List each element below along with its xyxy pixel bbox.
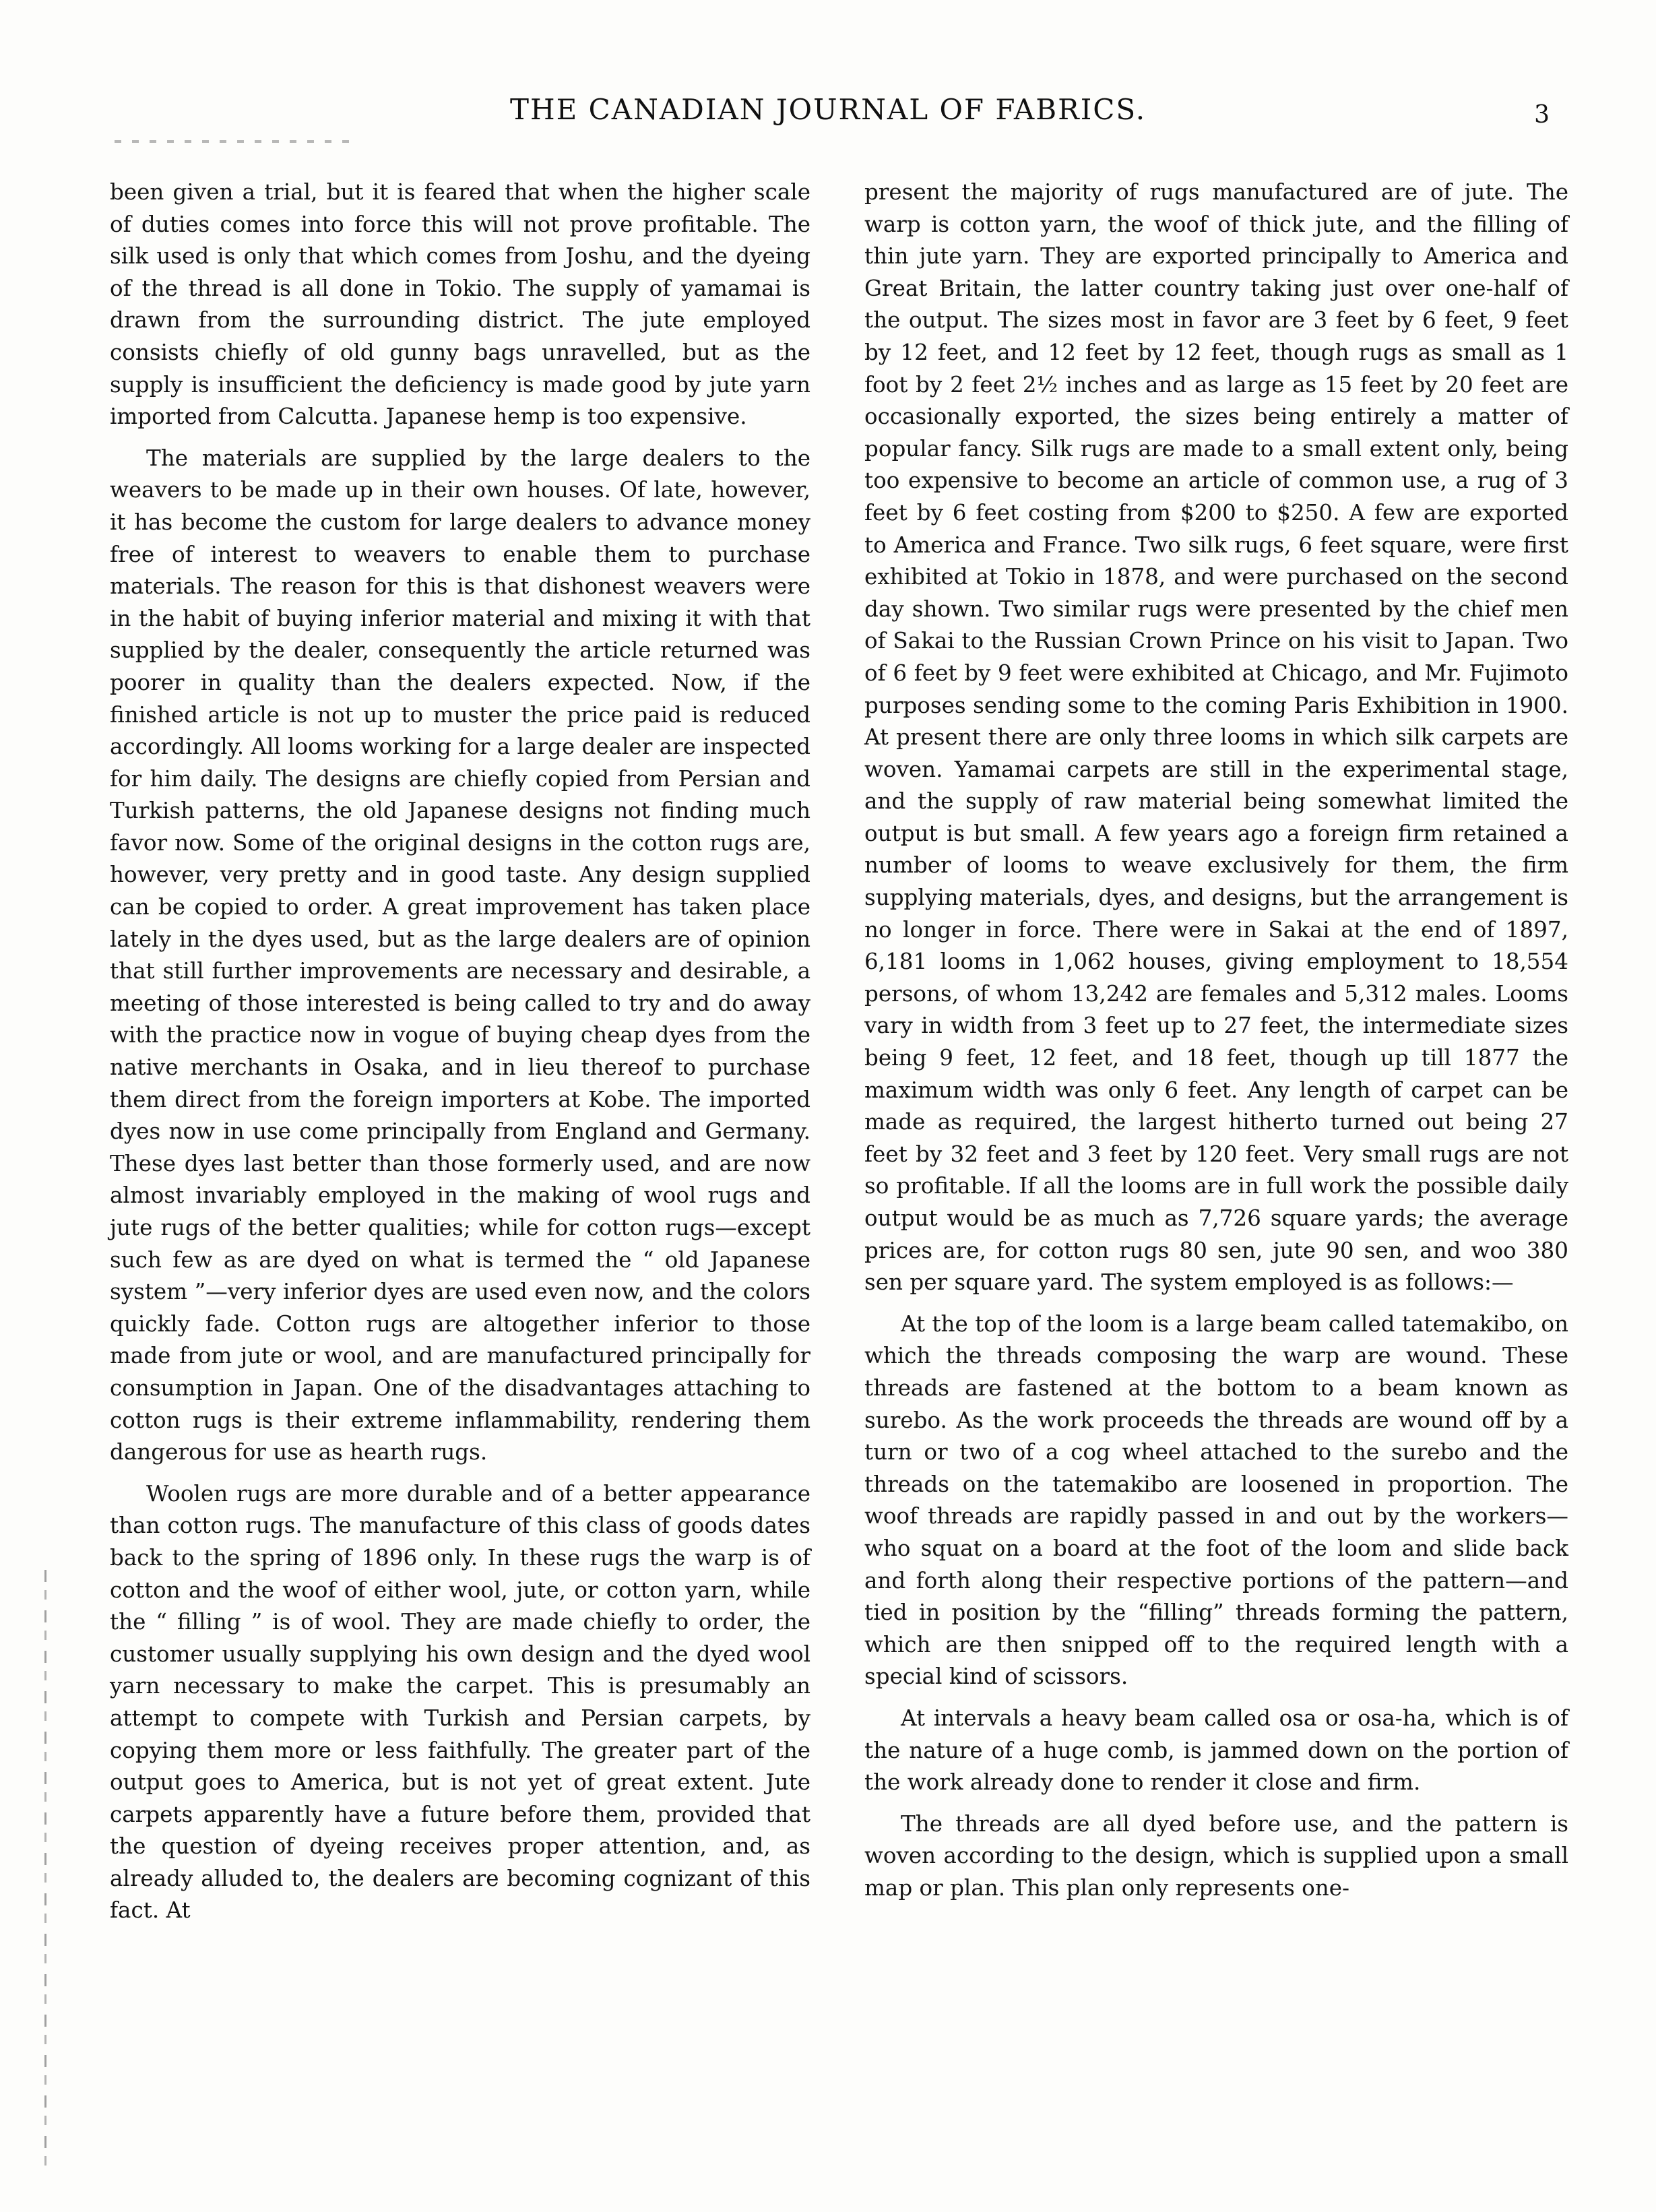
paragraph: present the majority of rugs manufactured are of jute. The warp is cotton yarn, the woof of thick jute, and the filling of thin jute yarn. They are exported principally to America and Great Britain, the latter country taking just over one-half of the output. The sizes most in favor are 3 feet by 6 feet, 9 feet by 12 feet, and 12 feet by 12 feet, though rugs as small as 1 foot by 2 feet 2½ inches and as large as 15 feet by 20 feet are occasionally exported, the sizes being entirely a matter of popular fancy. Silk rugs are made to a small extent only, being too expensive to become an article of common use, a rug of 3 feet by 6 feet costing from $200 to $250. A few are exported to America and France. Two silk rugs, 6 feet square, were first exhibited at Tokio in 1878, and were purchased on the second day shown. Two similar rugs were presented by the chief men of Sakai to the Russian Crown Prince on his visit to Japan. Two of 6 feet by 9 feet were exhibited at Chicago, and Mr. Fujimoto purposes sending some to the coming Paris Exhibition in 1900. At present there are only three looms in which silk carpets are woven. Yamamai carpets are still in the experimental stage, and the supply of raw material being somewhat limited the output is but small. A few years ago a foreign firm retained a number of looms to weave exclusively for them, the firm supplying materials, dyes, and designs, but the arrangement is no longer in force. There were in Sakai at the end of 1897, 6,181 looms in 1,062 houses, giving employment to 18,554 persons, of whom 13,242 are females and 5,312 males. Looms vary in width from 3 feet up to 27 feet, the intermediate sizes being 9 feet, 12 feet, and 18 feet, though up till 1877 the maximum width was only 6 feet. Any length of carpet can be made as required, the largest hitherto turned out being 27 feet by 32 feet and 3 feet by 120 feet. Very small rugs are not so profitable. If all the looms are in full work the possible daily output would be as much as 7,726 square yards; the average prices are, for cotton rugs 80 sen, jute 90 sen, and woo 380 sen per square yard. The system employed is as follows:— xyxy=(864,179,1568,1296)
paragraph: At intervals a heavy beam called osa or osa-ha, which is of the nature of a huge comb, is jammed down on the portion of the work already done to render it close and firm. xyxy=(864,1705,1568,1796)
paragraph: been given a trial, but it is feared that when the higher scale of duties comes into force this will not prove profitable. The silk used is only that which comes from Joshu, and the dyeing of the thread is all done in Tokio. The supply of yamamai is drawn from the surrounding district. The jute employed consists chiefly of old gunny bags unravelled, but as the supply is insufficient the deficiency is made good by jute yarn imported from Calcutta. Japanese hemp is too expensive. xyxy=(110,179,810,430)
paragraph: The materials are supplied by the large dealers to the weavers to be made up in their own houses. Of late, however, it has become the custom for large dealers to advance money free of interest to weavers to enable them to purchase materials. The reason for this is that dishonest weavers were in the habit of buying inferior material and mixing it with that supplied by the dealer, consequently the article returned was poorer in quality than the dealers expected. Now, if the finished article is not up to muster the price paid is reduced accordingly. All looms working for a large dealer are inspected for him daily. The designs are chiefly copied from Persian and Turkish patterns, the old Japanese designs not finding much favor now. Some of the original designs in the cotton rugs are, however, very pretty and in good taste. Any design supplied can be copied to order. A great improvement has taken place lately in the dyes used, but as the large dealers are of opinion that still further improvements are necessary and desirable, a meeting of those interested is being called to try and do away with the practice now in vogue of buying cheap dyes from the native merchants in Osaka, and in lieu thereof to purchase them direct from the foreign importers at Kobe. The imported dyes now in use come principally from England and Germany. These dyes last better than those formerly used, and are now almost invariably employed in the making of wool rugs and jute rugs of the better qualities; while for cotton rugs—except such few as are dyed on what is termed the “ old Japanese system ”—very inferior dyes are used even now, and the colors quickly fade. Cotton rugs are altogether inferior to those made from jute or wool, and are manufactured principally for consumption in Japan. One of the disadvantages attaching to cotton rugs is their extreme inflammability, rendering them dangerous for use as hearth rugs. xyxy=(110,445,811,1465)
paragraph: At the top of the loom is a large beam called tatemakibo, on which the threads composing the warp are wound. These threads are fastened at the bottom to a beam known as surebo. As the work proceeds the threads are wound off by a turn or two of a cog wheel attached to the surebo and the threads on the tatemakibo are loosened in proportion. The woof threads are rapidly passed in and out by the workers—who squat on a board at the foot of the loom and slide back and forth along their respective portions of the pattern—and tied in position by the “filling” threads forming the pattern, which are then snipped off to the required length with a special kind of scissors. xyxy=(864,1310,1568,1690)
left-column xyxy=(110,177,810,1936)
binding-edge-mark xyxy=(44,1570,46,2176)
print-smudge xyxy=(115,140,357,143)
page-number: 3 xyxy=(1534,101,1550,129)
paragraph: The threads are all dyed before use, and the pattern is woven according to the design, which is supplied upon a small map or plan. This plan only represents one- xyxy=(864,1810,1568,1901)
running-title: THE CANADIAN JOURNAL OF FABRICS. xyxy=(509,93,1147,126)
paragraph: Woolen rugs are more durable and of a better appearance than cotton rugs. The manufacture of this class of goods dates back to the spring of 1896 only. In these rugs the warp is of cotton and the woof of either wool, jute, or cotton yarn, while the “ filling ” is of wool. They are made chiefly to order, the customer usually supplying his own design and the dyed wool yarn necessary to make the carpet. This is presumably an attempt to compete with Turkish and Persian carpets, by copying them more or less faithfully. The greater part of the output goes to America, but is not yet of great extent. Jute carpets apparently have a future before them, provided that the question of dyeing receives proper attention, and, as already alluded to, the dealers are becoming cognizant of this fact. At xyxy=(110,1480,810,1924)
right-column xyxy=(864,177,1568,1914)
